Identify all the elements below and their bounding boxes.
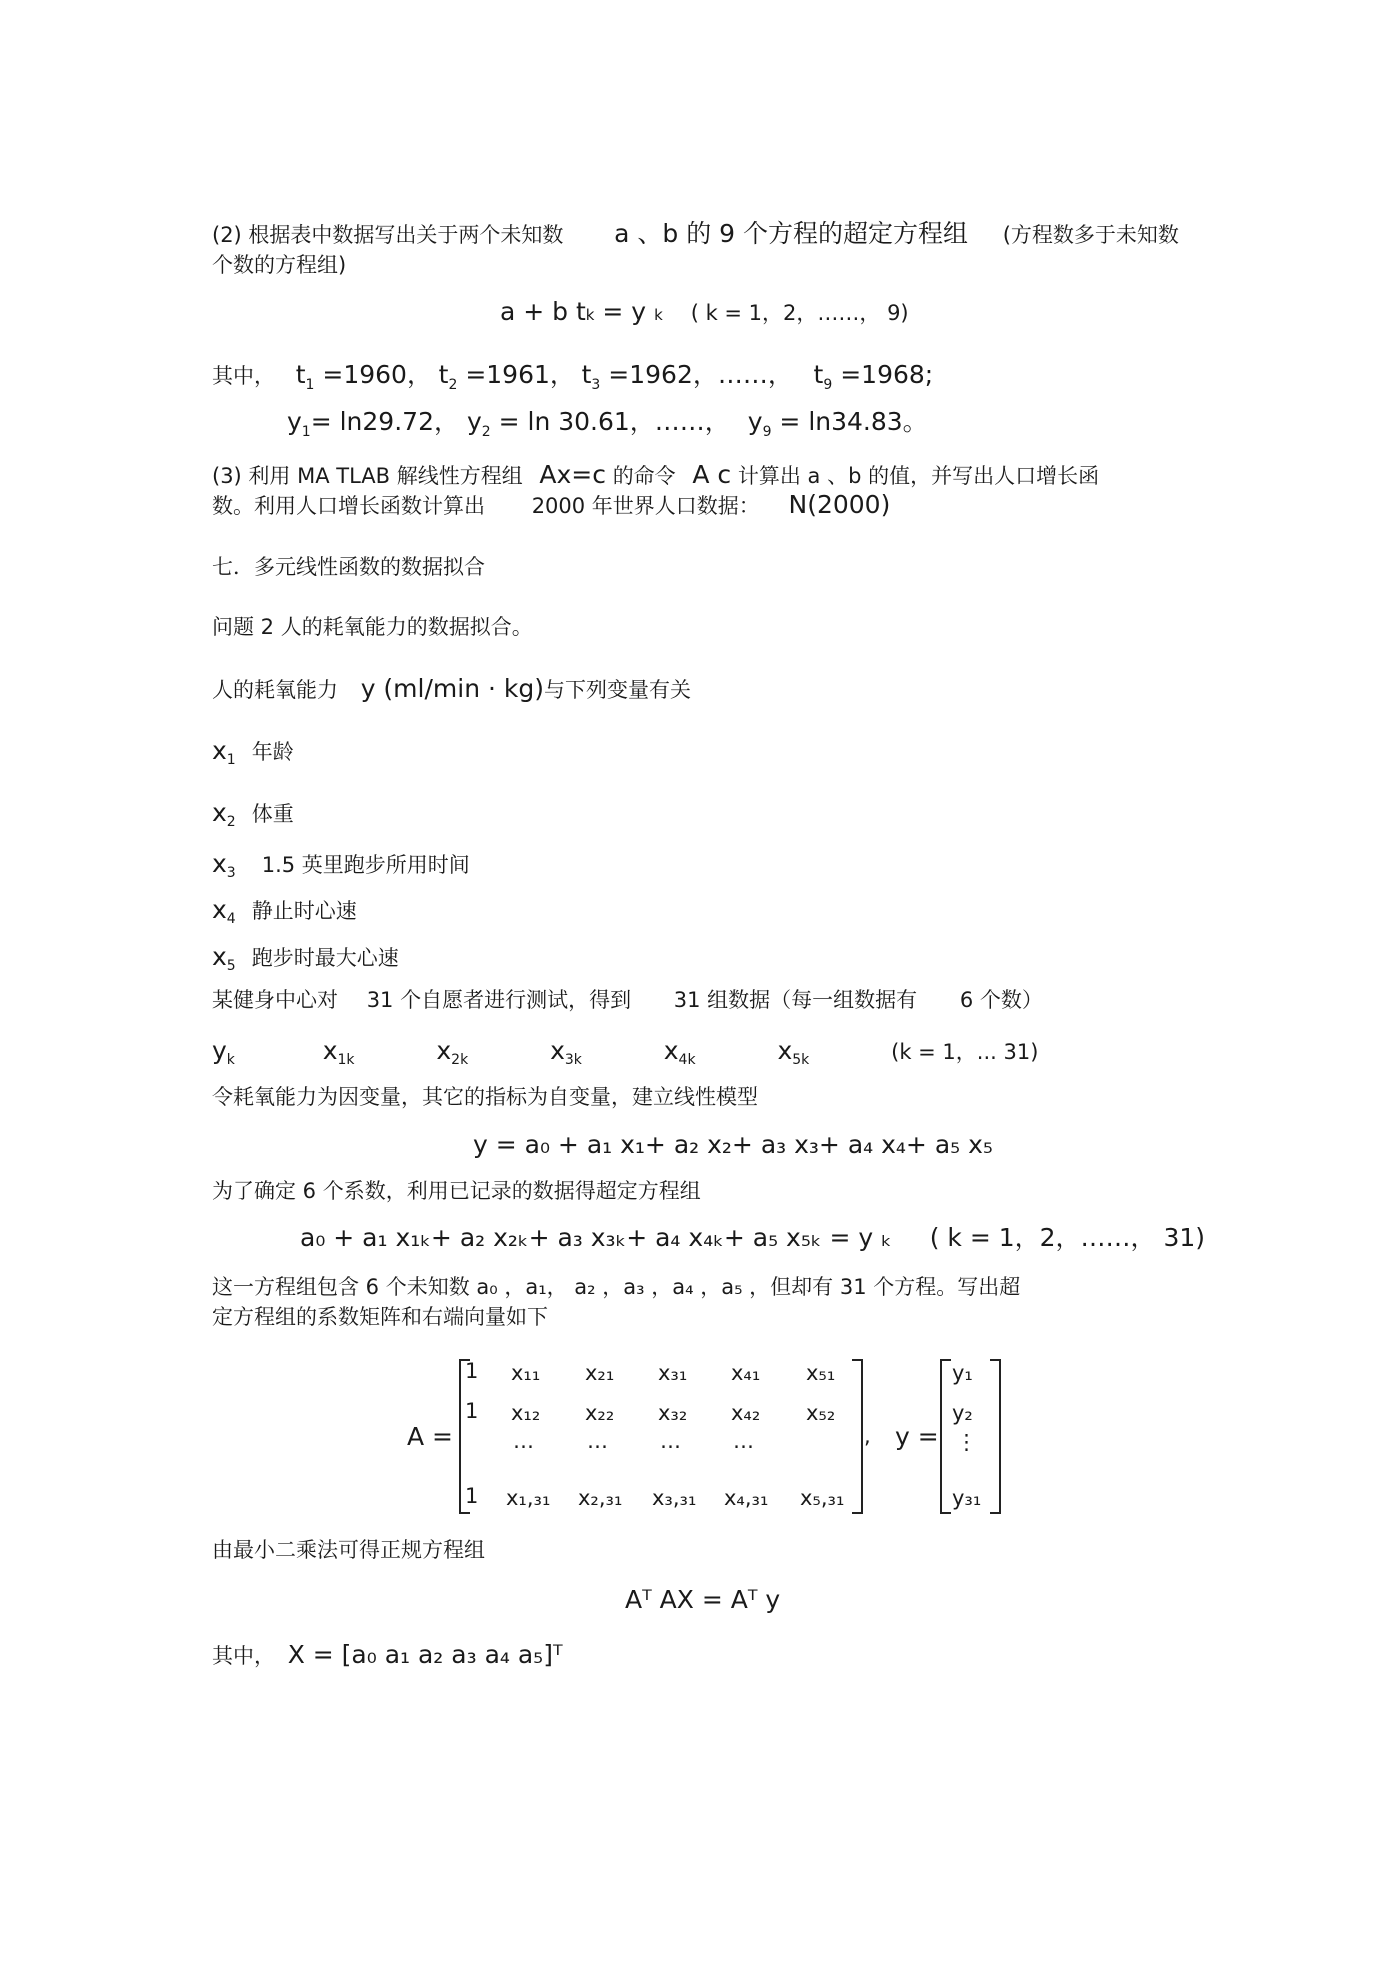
item2-line2: 个数的方程组) [212, 253, 347, 277]
data-range: (k = 1，... 31) [891, 1040, 1039, 1064]
A-cell: x₁,₃₁ [506, 1486, 551, 1510]
A-cell: x₁₁ [511, 1361, 541, 1385]
gym-d: 6 个数） [959, 988, 1043, 1012]
model-intro: 令耗氧能力为因变量，其它的指标为自变量，建立线性模型 [212, 1085, 758, 1109]
y-cell: y₃₁ [952, 1486, 982, 1510]
system-line1: 这一方程组包含 6 个未知数 a₀ ，a₁， a₂ ，a₃ ，a₄ ，a₅ ，但却有 31 个方程。写出超 [212, 1275, 1021, 1299]
t2: $t_2 =1961$， [438, 360, 575, 393]
y-cell: y₁ [952, 1361, 973, 1385]
var-x2: $x_2$ 体重 [212, 798, 294, 831]
col-x3: $x_{3k}$ [550, 1036, 582, 1069]
t9: $t_9 =1968$; [813, 360, 934, 393]
var-x5: $x_5$ 跑步时最大心速 [212, 942, 399, 975]
item3-b: Ax=c [539, 460, 606, 489]
eq-sub2: k [654, 306, 663, 324]
model-equation: y = a₀ + a₁ x₁+ a₂ x₂+ a₃ x₃+ a₄ x₄+ a₅ x₅ [473, 1130, 993, 1159]
A-cell: x₂₂ [585, 1401, 615, 1425]
section-heading: 七．多元线性函数的数据拟合 [212, 555, 485, 579]
A-cell: 1 [465, 1399, 479, 1423]
A-cell: x₅,₃₁ [800, 1486, 845, 1510]
system-line2: 定方程组的系数矩阵和右端向量如下 [212, 1305, 548, 1329]
over-range: ( k = 1，2，……， 31) [929, 1223, 1206, 1252]
oxygen-c: 与下列变量有关 [544, 678, 691, 702]
ls-intro: 由最小二乘法可得正规方程组 [212, 1538, 485, 1562]
col-x1: $x_{1k}$ [322, 1036, 355, 1069]
gym-b: 31 个自愿者进行测试，得到 [366, 988, 632, 1012]
t1: $t_1 =1960$， [295, 360, 432, 393]
t-prefix: 其中， [212, 364, 275, 388]
coef-intro: 为了确定 6 个系数，利用已记录的数据得超定方程组 [212, 1179, 701, 1203]
A-cell: x₂,₃₁ [578, 1486, 623, 1510]
A-cell: x₄₁ [731, 1361, 761, 1385]
A-cell: x₄₂ [731, 1401, 761, 1425]
eq-sub: k [585, 306, 595, 324]
A-cell-dots: … [733, 1429, 754, 1453]
normal-equation: Aᵀ AX = Aᵀ y [625, 1585, 781, 1614]
A-cell-dots: … [660, 1429, 681, 1453]
item3-g: 2000 年世界人口数据： [531, 494, 760, 518]
matrix-A-label: A = [407, 1422, 453, 1451]
A-cell: x₅₂ [806, 1401, 836, 1425]
A-cell: x₃₁ [658, 1361, 688, 1385]
A-cell: x₄,₃₁ [724, 1486, 769, 1510]
item3-e: 计算出 a 、b 的值，并写出人口增长函 [737, 464, 1100, 488]
var-x1: $x_1$ 年龄 [212, 736, 294, 769]
A-cell: x₅₁ [806, 1361, 836, 1385]
oxygen-b: y (ml/min · kg) [360, 674, 544, 703]
A-cell: 1 [465, 1484, 479, 1508]
A-cell: x₃,₃₁ [652, 1486, 697, 1510]
A-cell: x₂₁ [585, 1361, 615, 1385]
eq-mid: = y [594, 297, 655, 326]
item3-a: (3) 利用 MA TLAB 解线性方程组 [212, 464, 523, 488]
A-cell-dots: … [513, 1429, 534, 1453]
col-x2: $x_{2k}$ [436, 1036, 469, 1069]
y-right-bracket [990, 1359, 1001, 1514]
item2-text-c: (方程数多于未知数 [1002, 223, 1179, 247]
y2: $y_2 = \ln 30.61$，……， [466, 407, 730, 440]
y9: $y_9 = \ln 34.83$。 [747, 407, 928, 440]
A-cell: 1 [465, 1359, 479, 1383]
over-main: a₀ + a₁ x₁ₖ+ a₂ x₂ₖ+ a₃ x₃ₖ+ a₄ x₄ₖ+ a₅ x₅ₖ = y ₖ [300, 1223, 892, 1252]
var-x3: $x_3$ 1.5 英里跑步所用时间 [212, 849, 470, 882]
y-left-bracket [940, 1359, 951, 1514]
y1: $y_1= \ln 29.72$， [287, 407, 459, 440]
matrix-comma: , [864, 1424, 871, 1448]
item3-h: N(2000) [788, 490, 891, 519]
oxygen-a: 人的耗氧能力 [212, 678, 338, 702]
x-def-eq: X = [a₀ a₁ a₂ a₃ a₄ a₅]ᵀ [287, 1640, 563, 1669]
t3: $t_3 =1962$，……， [581, 360, 793, 393]
item3-d: A c [692, 460, 732, 489]
item2-text-b: a 、b 的 9 个方程的超定方程组 [614, 219, 968, 248]
y-cell: y₂ [952, 1401, 973, 1425]
A-cell: x₃₂ [658, 1401, 688, 1425]
col-x4: $x_{4k}$ [663, 1036, 696, 1069]
gym-a: 某健身中心对 [212, 988, 338, 1012]
y-cell-dots: ⋮ [956, 1430, 977, 1454]
A-cell: x₁₂ [511, 1401, 541, 1425]
A-right-bracket [852, 1359, 863, 1514]
col-y: $y_k$ [212, 1036, 235, 1069]
eq-range: ( k = 1，2，……， 9) [690, 301, 909, 325]
var-x4: $x_4$ 静止时心速 [212, 895, 357, 928]
item3-c: 的命令 [612, 464, 676, 488]
problem-title: 问题 2 人的耗氧能力的数据拟合。 [212, 615, 533, 639]
col-x5: $x_{5k}$ [777, 1036, 810, 1069]
x-def-prefix: 其中， [212, 1644, 275, 1668]
gym-c: 31 组数据（每一组数据有 [673, 988, 918, 1012]
eq-lhs: a + b t [500, 297, 586, 326]
item3-f: 数。利用人口增长函数计算出 [212, 494, 485, 518]
vector-y-label: y = [895, 1422, 939, 1451]
item2-text-a: (2) 根据表中数据写出关于两个未知数 [212, 223, 564, 247]
x-definition [212, 1640, 563, 1671]
A-cell-dots: … [587, 1429, 608, 1453]
